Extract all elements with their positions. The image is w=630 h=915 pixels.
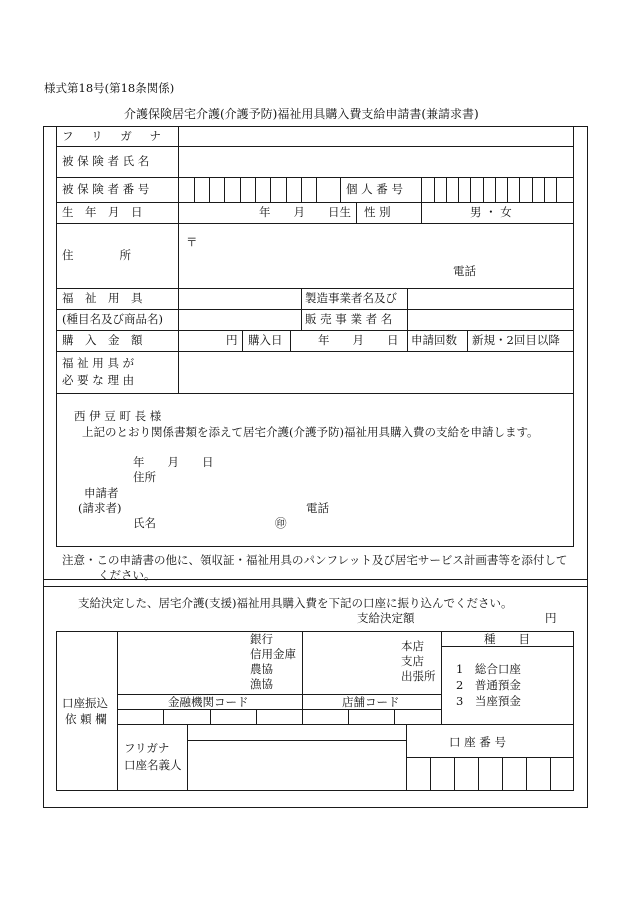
application-count-options: 新規・2回目以降	[472, 333, 560, 347]
note-line-1: 注意・この申請書の他に、領収証・福祉用具のパンフレット及び居宅サービス計画書等を添付して	[62, 553, 568, 567]
section-divider	[43, 586, 588, 587]
account-type-header: 種 目	[484, 632, 530, 646]
form-title: 介護保険居宅介護(介護予防)福祉用具購入費支給申請書(兼請求書)	[124, 107, 479, 121]
branch-type-office: 出張所	[401, 669, 436, 683]
payment-statement: 支給決定した、居宅介護(支援)福祉用具購入費を下記の口座に振り込んでください。	[78, 596, 513, 610]
yen-unit: 円	[226, 333, 238, 347]
birth-date-label: 生 年 月 日	[62, 205, 143, 219]
account-number-label: 口 座 番 号	[449, 735, 506, 749]
seller-label: 販 売 事 業 者 名	[305, 312, 393, 326]
account-type-3: 3 当座預金	[456, 694, 521, 708]
insured-number-label: 被 保 険 者 番 号	[62, 182, 150, 196]
institution-code-label: 金融機関コード	[168, 695, 249, 709]
seal-mark: ㊞	[275, 516, 287, 530]
equipment-label: 福 祉 用 具	[62, 291, 143, 305]
sex-options: 男 ・ 女	[470, 205, 512, 219]
purchase-date-fill: 年 月 日	[318, 333, 399, 347]
application-statement: 上記のとおり関係書類を添えて居宅介護(介護予防)福祉用具購入費の支給を申請します。	[82, 425, 539, 439]
personal-number-label: 個 人 番 号	[346, 182, 403, 196]
institution-type-agri: 農協	[250, 662, 273, 676]
addressee: 西 伊 豆 町 長 様	[74, 409, 162, 423]
equipment-sub-label: (種目名及び商品名)	[62, 312, 163, 326]
reason-label-2: 必 要 な 理 由	[62, 373, 135, 387]
bank-section-label-2: 依 頼 欄	[65, 712, 107, 726]
address-label: 住 所	[62, 248, 131, 262]
furigana-label: フ リ ガ ナ	[62, 129, 168, 143]
institution-type-credit: 信用金庫	[250, 647, 296, 661]
purchase-date-label: 購入日	[248, 333, 283, 347]
branch-type-main: 本店	[401, 639, 424, 653]
birth-date-fill: 年 月 日生	[259, 205, 351, 219]
bank-furigana-label: フリガナ	[124, 741, 170, 755]
account-type-2: 2 普通預金	[456, 678, 521, 692]
insured-name-label: 被 保 険 者 氏 名	[62, 154, 150, 168]
manufacturer-label: 製造事業者名及び	[305, 291, 397, 305]
account-holder-label: 口座名義人	[124, 758, 182, 772]
decided-amount-yen: 円	[545, 611, 557, 625]
applicant-phone-label: 電話	[306, 501, 329, 515]
application-date: 年 月 日	[133, 455, 214, 469]
bank-section-label-1: 口座振込	[62, 696, 108, 710]
branch-code-label: 店舗コード	[342, 695, 400, 709]
account-type-1: 1 総合口座	[456, 662, 521, 676]
reason-label-1: 福 祉 用 具 が	[62, 356, 135, 370]
claimant-label: (請求者)	[78, 501, 122, 515]
postal-mark: 〒	[186, 235, 198, 249]
applicant-label: 申請者	[84, 486, 119, 500]
note-line-2: ください。	[98, 568, 156, 582]
applicant-address-label: 住所	[133, 470, 156, 484]
branch-type-branch: 支店	[401, 654, 424, 668]
decided-amount-label: 支給決定額	[357, 611, 415, 625]
institution-type-bank: 銀行	[250, 632, 273, 646]
sex-label: 性 別	[364, 205, 391, 219]
purchase-amount-label: 購 入 金 額	[62, 333, 143, 347]
address-phone-label: 電話	[453, 264, 476, 278]
form-number: 様式第18号(第18条関係)	[44, 81, 175, 95]
application-count-label: 申請回数	[411, 333, 457, 347]
institution-type-fish: 漁協	[250, 677, 273, 691]
applicant-name-label: 氏名	[133, 516, 156, 530]
